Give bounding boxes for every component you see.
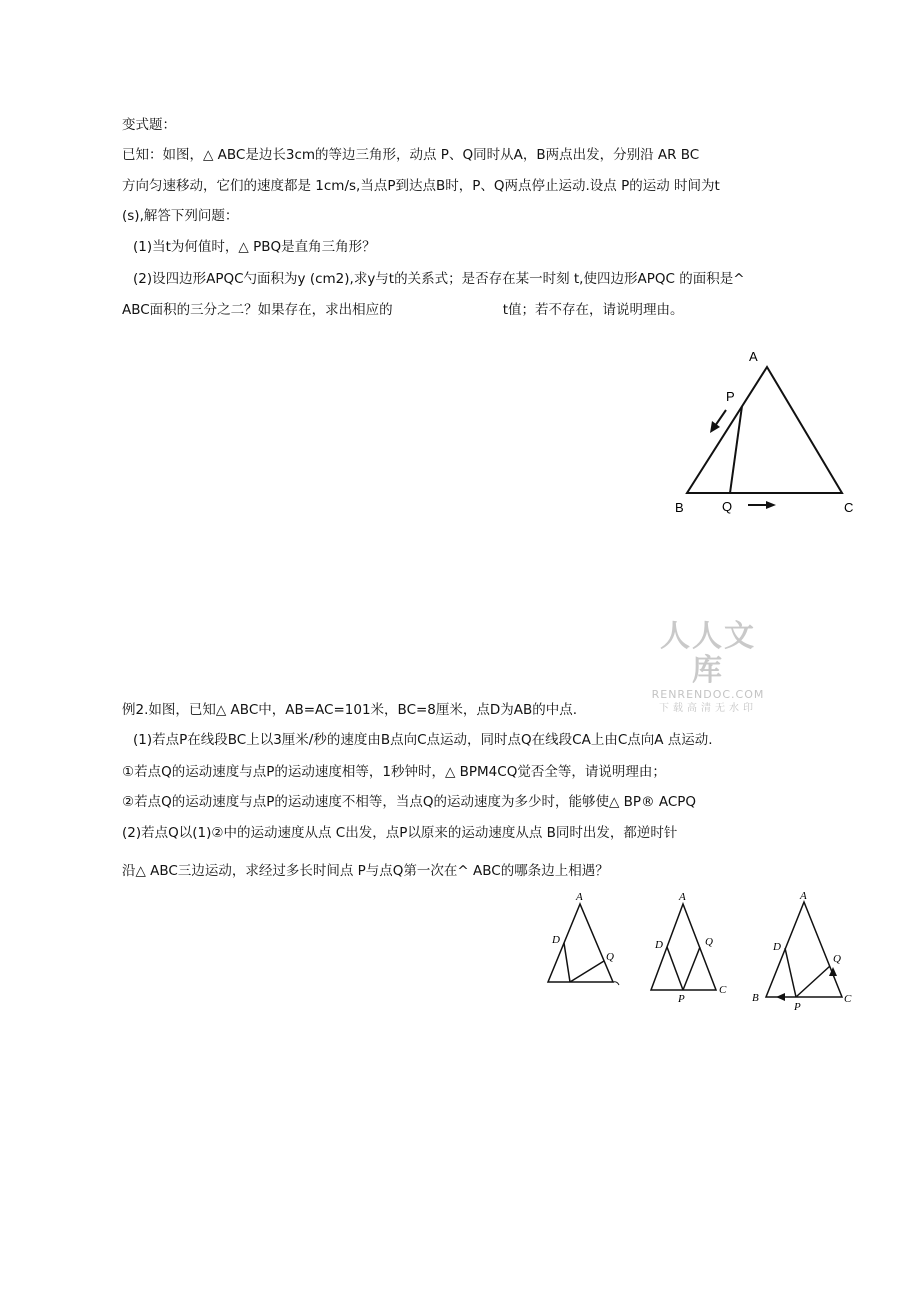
question-2-continued	[122, 301, 683, 319]
question-2: (2)设四边形APQC勺面积为y (cm2),求y与t的关系式；是否存在某一时刻 t,使四边形APQC 的面积是^	[133, 271, 745, 287]
example-2-line-5: (2)若点Q以(1)②中的运动速度从点 C出发，点P以原来的运动速度从点 B同时出发，都逆时针	[122, 825, 678, 841]
arrow-p-direction	[710, 410, 726, 433]
fig2-label-p: P	[678, 993, 685, 1005]
problem-text-line-1: 已知：如图，△ ABC是边长3cm的等边三角形，动点 P、Q同时从A，B两点出发，分别沿 AR BC	[122, 147, 700, 163]
example-2-line-6: 沿△ ABC三边运动，求经过多长时间点 P与点Q第一次在^ ABC的哪条边上相遇？	[122, 863, 609, 879]
fig3-label-d: D	[773, 941, 781, 953]
fig3-label-c: C	[844, 993, 852, 1005]
example-2-figure-3	[752, 890, 852, 1013]
arrow-q-direction	[748, 501, 776, 509]
example-2-figure-2	[651, 891, 727, 1005]
problem-text-line-2: 方向匀速移动，它们的速度都是 1cm/s,当点P到达点B时，P、Q两点停止运动.设点 P的运动 时间为t	[122, 178, 720, 194]
example-2-line-4: ②若点Q的运动速度与点P的运动速度不相等，当点Q的运动速度为多少时，能够使△ BP® ACPQ	[122, 794, 697, 810]
fig3-label-p: P	[794, 1001, 801, 1013]
fig1-label-d: D	[552, 934, 560, 946]
watermark-subtitle: 下载高清无水印	[659, 703, 757, 714]
watermark-url: RENRENDOC.COM	[651, 688, 765, 701]
label-b: B	[675, 500, 684, 515]
label-a: A	[749, 349, 758, 364]
watermark	[646, 620, 770, 716]
fig1-label-q: Q	[606, 951, 614, 963]
label-c: C	[844, 500, 854, 515]
segment-pq	[730, 406, 742, 493]
question-2-continued-right: t值；若不存在，请说明理由。	[502, 302, 684, 318]
label-q: Q	[722, 499, 733, 514]
fig2-label-a: A	[679, 891, 686, 903]
example-2-line-2: (1)若点P在线段BC上以3厘米/秒的速度由B点向C点运动，同时点Q在线段CA上由C点向A 点运动.	[133, 732, 713, 748]
fig1-label-a: A	[576, 891, 583, 903]
fig3-label-q: Q	[833, 953, 841, 965]
example-2-figure-1	[548, 891, 619, 985]
example-2-line-1: 例2.如图，已知△ ABC中，AB=AC=101米，BC=8厘米，点D为AB的中点.	[122, 702, 578, 718]
example-2-figures	[540, 890, 870, 1015]
triangle-abc	[687, 367, 842, 493]
problem-text-line-3: (s),解答下列问题：	[122, 208, 239, 224]
question-2-continued-left: ABC面积的三分之二？如果存在，求出相应的	[122, 302, 393, 318]
example-2-line-3: ①若点Q的运动速度与点P的运动速度相等，1秒钟时，△ BPM4CQ觉否全等，请说明理由；	[122, 764, 666, 780]
fig2-label-d: D	[655, 939, 663, 951]
triangle-figure-1	[660, 340, 870, 520]
fig3-label-b: B	[752, 992, 759, 1004]
watermark-title: 人人文库	[660, 619, 756, 688]
fig3-label-a: A	[800, 890, 807, 902]
fig2-label-c: C	[719, 984, 727, 996]
question-1: (1)当t为何值时，△ PBQ是直角三角形？	[133, 239, 376, 255]
section-heading: 变式题：	[122, 117, 176, 133]
fig2-label-q: Q	[705, 936, 713, 948]
label-p: P	[726, 389, 735, 404]
